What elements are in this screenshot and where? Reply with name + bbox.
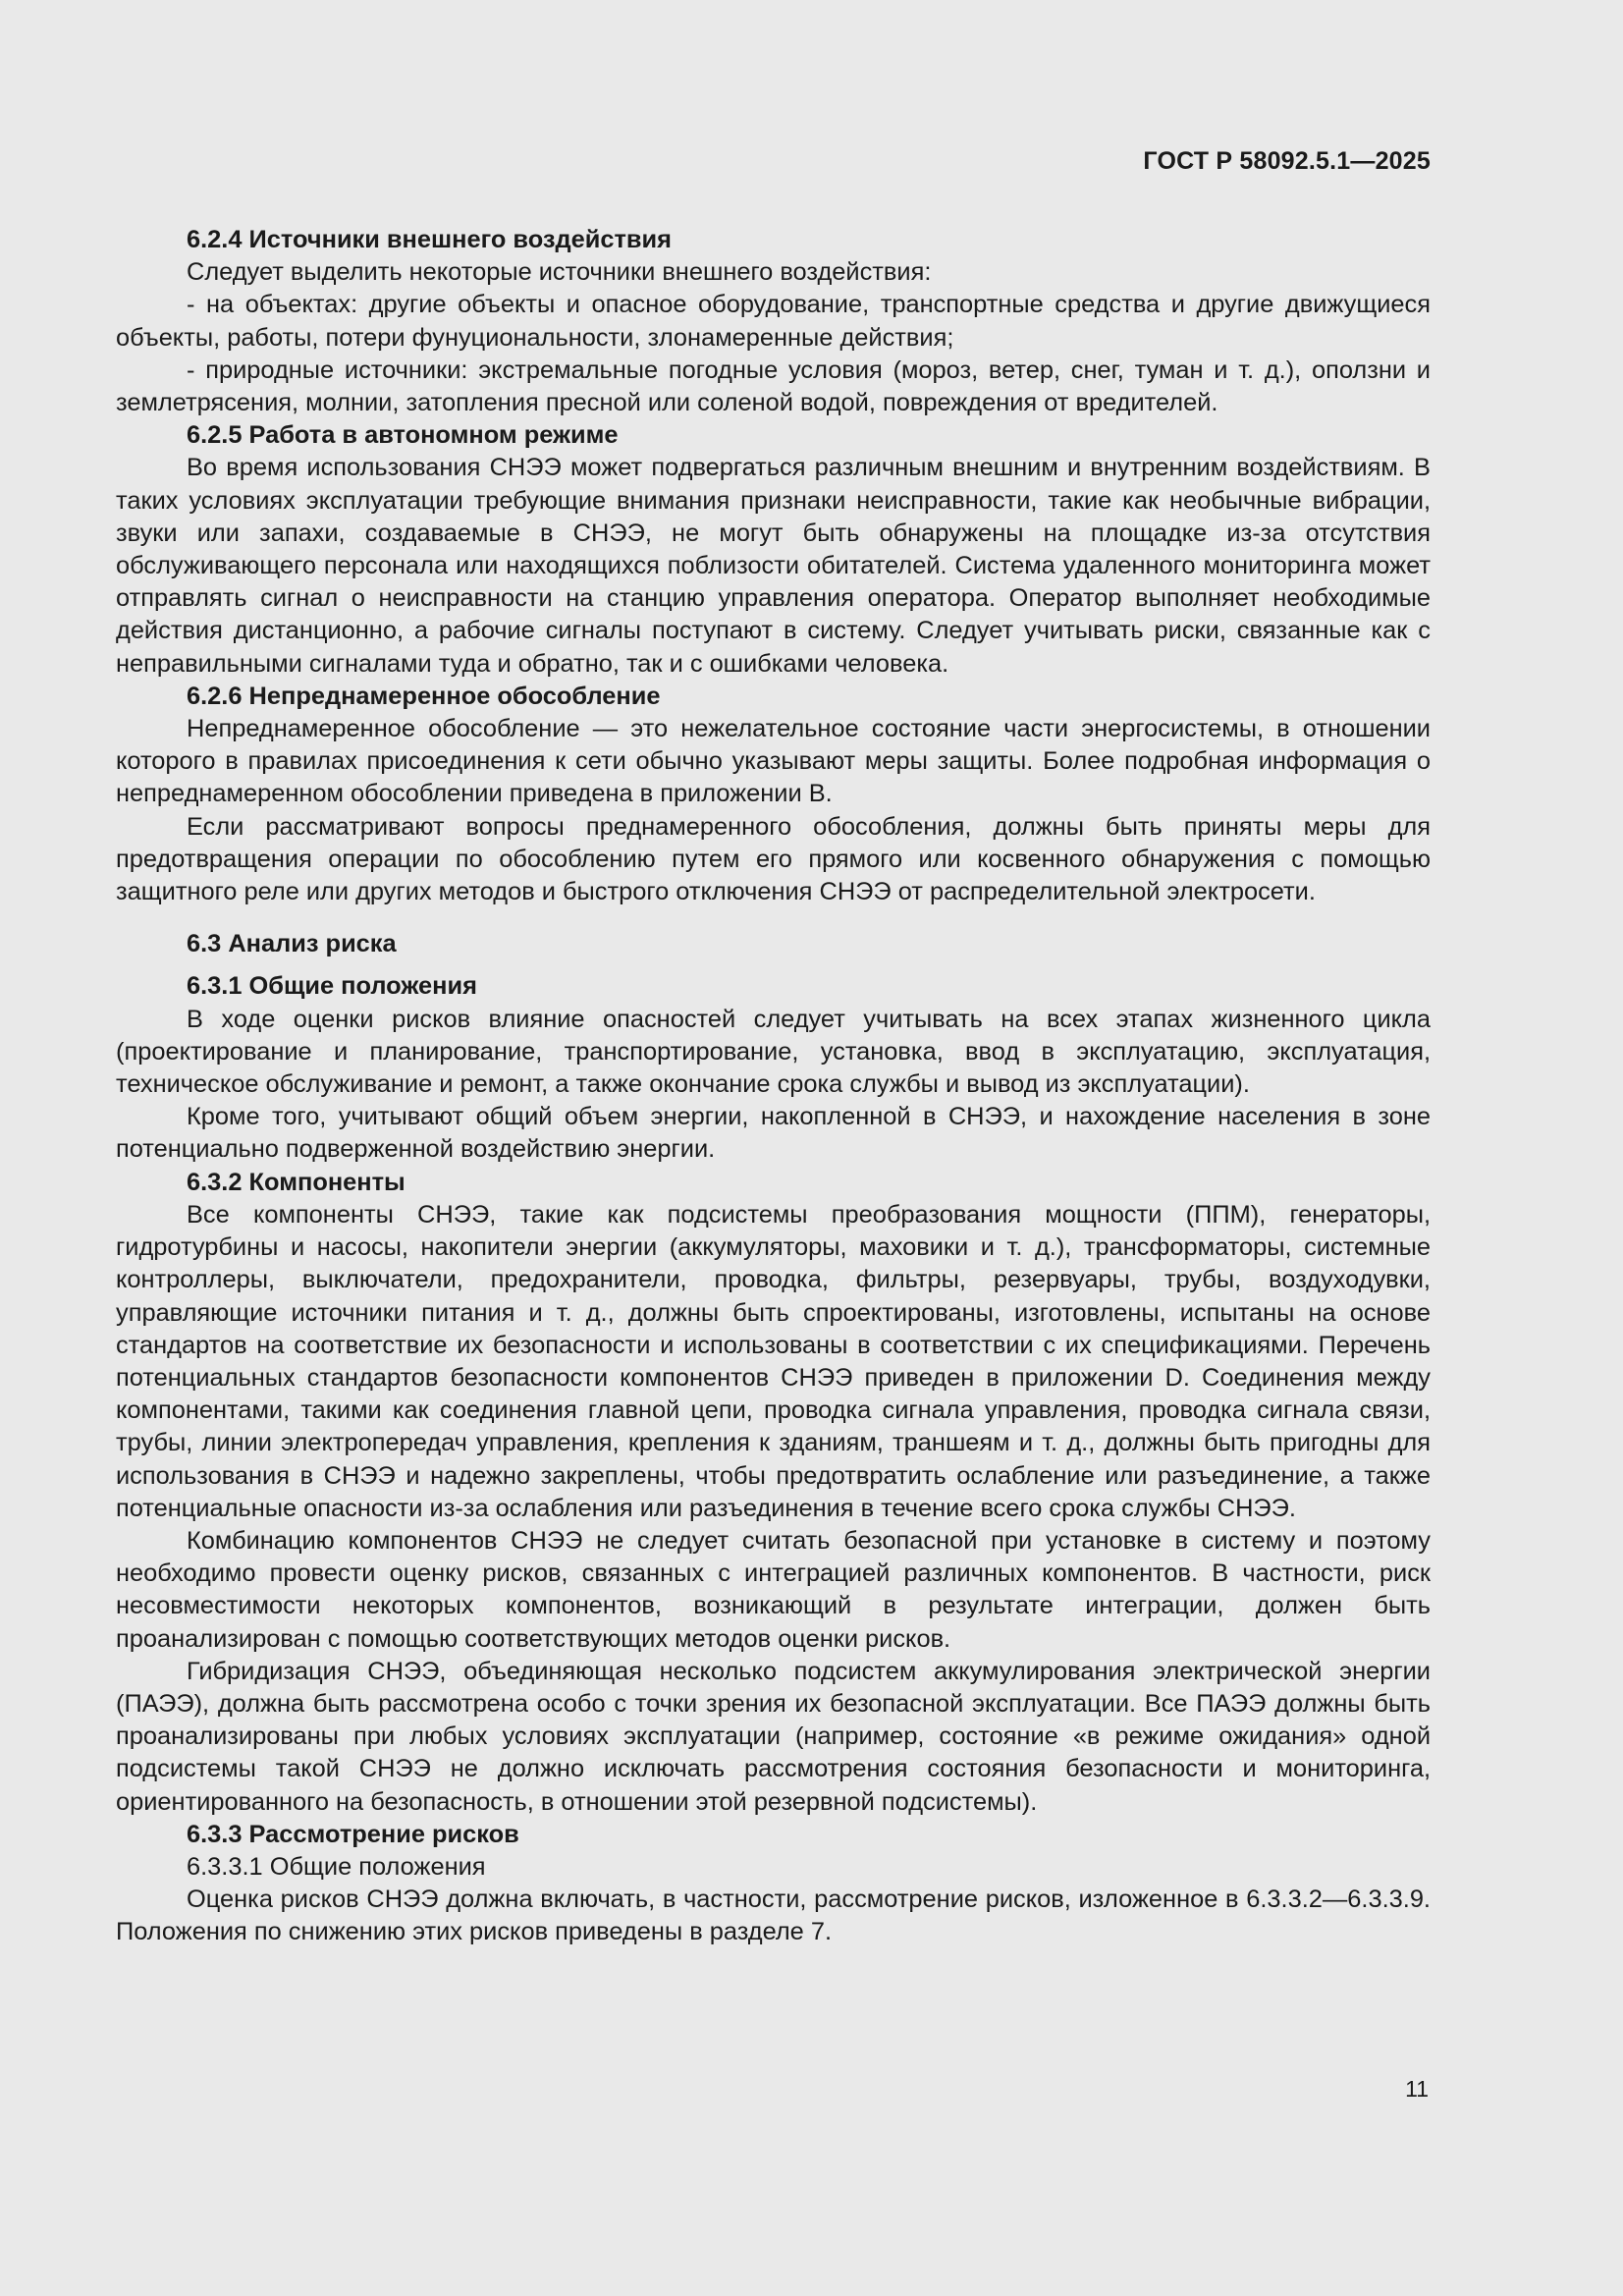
paragraph: Кроме того, учитывают общий объем энергии, накопленной в СНЭЭ, и нахождение населения в зоне потенциально подверженной воздействию энергии. xyxy=(116,1103,1431,1164)
section-heading-6-3-2: 6.3.2 Компоненты xyxy=(187,1168,406,1196)
page-number: 11 xyxy=(1405,2076,1429,2102)
paragraph: Если рассматривают вопросы преднамеренного обособления, должны быть приняты меры для предотвращения операции по обособлению путем его прямого или косвенного обнаружения с помощью защитного реле или других методов и быстрого отключения СНЭЭ от распределительной электросети. xyxy=(116,812,1431,906)
paragraph: Все компоненты СНЭЭ, такие как подсистемы преобразования мощности (ППМ), генераторы, гидротурбины и насосы, накопители энергии (аккумуляторы, маховики и т. д.), трансформаторы, системные контроллеры, выключатели, предохранители, проводка, фильтры, резервуары, трубы, воздуходувки, управляющие источники питания и т. д., должны быть спроектированы, изготовлены, испытаны на основе стандартов на соответствие их безопасности и использованы в соответствии с их спецификациями. Перечень потенциальных стандартов безопасности компонентов СНЭЭ приведен в приложении D. Соединения между компонентами, такими как соединения главной цепи, проводка сигнала управления, проводка сигнала связи, трубы, линии электропередач управления, крепления к зданиям, траншеям и т. д., должны быть пригодны для использования в СНЭЭ и надежно закреплены, чтобы предотвратить ослабление или разъединение, а также потенциальные опасности из-за ослабления или разъединения в течение всего срока службы СНЭЭ. xyxy=(116,1200,1431,1522)
list-item: - природные источники: экстремальные погодные условия (мороз, ветер, снег, туман и т. д.), оползни и землетрясения, молнии, затопления пресной или соленой водой, повреждения от вредителей. xyxy=(116,355,1431,417)
document-code: ГОСТ Р 58092.5.1—2025 xyxy=(1143,147,1431,175)
subsection-heading-6-3-3-1: 6.3.3.1 Общие положения xyxy=(187,1852,486,1881)
section-heading-6-2-4: 6.2.4 Источники внешнего воздействия xyxy=(187,226,672,253)
section-heading-6-2-6: 6.2.6 Непреднамеренное обособление xyxy=(187,682,661,710)
list-item: - на объектах: другие объекты и опасное оборудование, транспортные средства и другие движущиеся объекты, работы, потери фунуциональности, злонамеренные действия; xyxy=(116,291,1431,352)
paragraph: Следует выделить некоторые источники внешнего воздействия: xyxy=(187,258,932,287)
paragraph: В ходе оценки рисков влияние опасностей следует учитывать на всех этапах жизненного цикла (проектирование и планирование, транспортирование, установка, ввод в эксплуатацию, эксплуатация, техническое обслуживание и ремонт, а также окончание срока службы и вывод из эксплуатации). xyxy=(116,1005,1431,1099)
paragraph: Непреднамеренное обособление — это нежелательное состояние части энергосистемы, в отношении которого в правилах присоединения к сети обычно указывают меры защиты. Более подробная информация о непреднамеренном обособлении приведена в приложении В. xyxy=(116,715,1431,808)
section-heading-6-3-1: 6.3.1 Общие положения xyxy=(187,972,477,1001)
paragraph: Комбинацию компонентов СНЭЭ не следует считать безопасной при установке в систему и поэтому необходимо провести оценку рисков, связанных с интеграцией различных компонентов. В частности, риск несовместимости некоторых компонентов, возникающий в результате интеграции, должен быть проанализирован с помощью соответствующих методов оценки рисков. xyxy=(116,1526,1431,1653)
section-heading-6-3: 6.3 Анализ риска xyxy=(187,930,397,958)
paragraph: Гибридизация СНЭЭ, объединяющая несколько подсистем аккумулирования электрической энергии (ПАЭЭ), должна быть рассмотрена особо с точки зрения их безопасной эксплуатации. Все ПАЭЭ должны быть проанализированы при любых условиях эксплуатации (например, состояние «в режиме ожидания» одной подсистемы такой СНЭЭ не должно исключать рассмотрения состояния безопасности и мониторинга, ориентированного на безопасность, в отношении этой резервной подсистемы). xyxy=(116,1657,1431,1816)
section-heading-6-3-3: 6.3.3 Рассмотрение рисков xyxy=(187,1820,519,1848)
document-body xyxy=(116,224,1431,1949)
section-heading-6-2-5: 6.2.5 Работа в автономном режиме xyxy=(187,421,619,450)
paragraph: Во время использования СНЭЭ может подвергаться различным внешним и внутренним воздействиям. В таких условиях эксплуатации требующие внимания признаки неисправности, такие как необычные вибрации, звуки или запахи, создаваемые в СНЭЭ, не могут быть обнаружены на площадке из-за отсутствия обслуживающего персонала или находящихся поблизости обитателей. Система удаленного мониторинга может отправлять сигнал о неисправности на станцию управления оператора. Оператор выполняет необходимые действия дистанционно, а рабочие сигналы поступают в систему. Следует учитывать риски, связанные как с неправильными сигналами туда и обратно, так и с ошибками человека. xyxy=(116,454,1431,678)
paragraph: Оценка рисков СНЭЭ должна включать, в частности, рассмотрение рисков, изложенное в 6.3.3.2—6.3.3.9. Положения по снижению этих рисков приведены в разделе 7. xyxy=(116,1886,1431,1946)
